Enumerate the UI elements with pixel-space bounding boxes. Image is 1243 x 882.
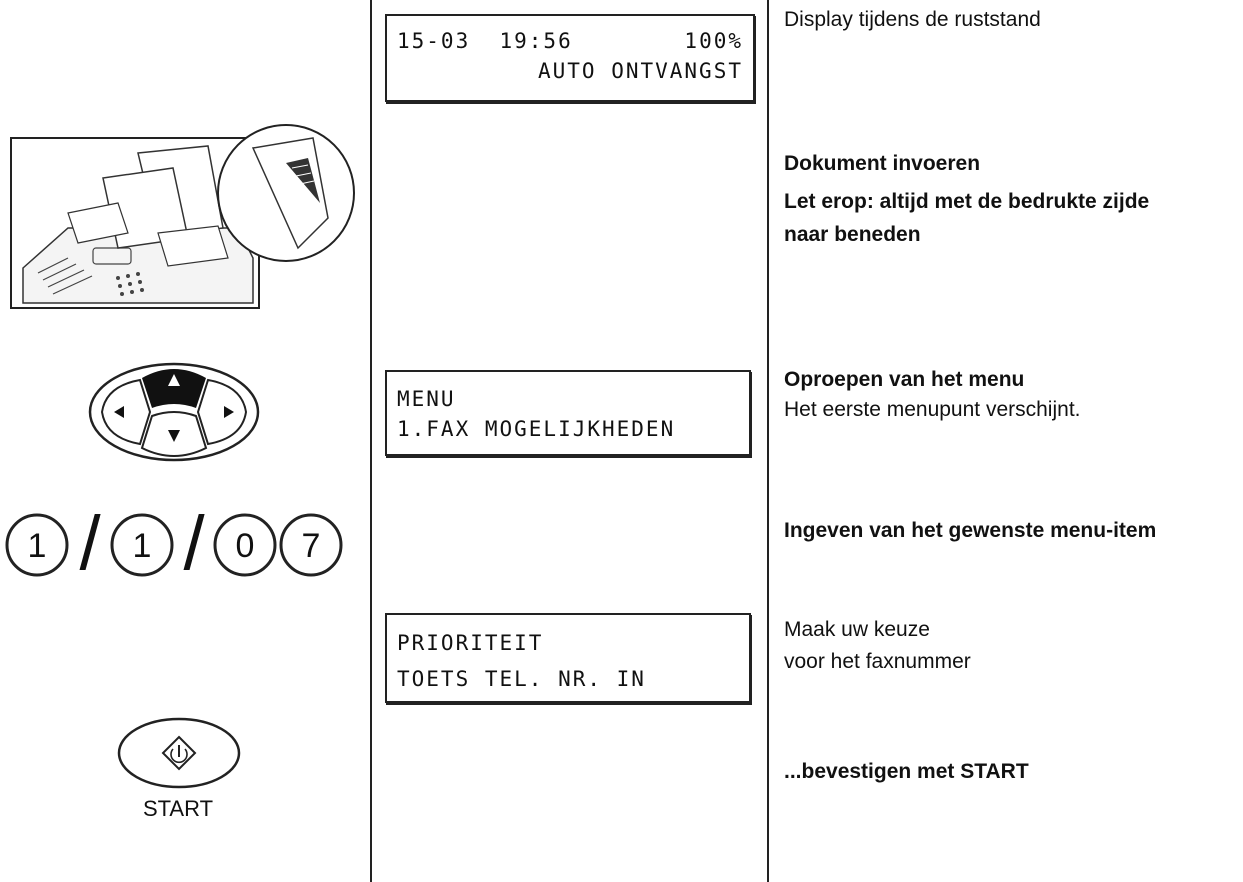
number-key-sequence <box>2 503 352 583</box>
lcd-menu-item: 1.FAX MOGELIJKHEDEN <box>397 417 676 441</box>
number-key-0[interactable] <box>215 515 275 575</box>
instruction-choice-2: voor het faxnummer <box>784 650 971 673</box>
lcd-percentage: 100% <box>684 29 743 53</box>
instruction-insert-note-2: naar beneden <box>784 223 921 246</box>
lcd-date-time: 15-03 19:56 <box>397 29 573 53</box>
number-key-1b[interactable] <box>112 515 172 575</box>
number-key-1[interactable] <box>7 515 67 575</box>
column-divider-right <box>767 0 769 882</box>
lcd-priority-title: PRIORITEIT <box>397 631 544 655</box>
instruction-enter-item: Ingeven van het gewenste menu-item <box>784 519 1157 542</box>
column-divider-left <box>370 0 372 882</box>
separator-slash-1: / <box>79 503 101 583</box>
instruction-menu-note: Het eerste menupunt verschijnt. <box>784 398 1081 421</box>
instruction-menu-title: Oproepen van het menu <box>784 368 1025 391</box>
instruction-confirm: ...bevestigen met START <box>784 760 1029 783</box>
lcd-menu-title: MENU <box>397 387 456 411</box>
instruction-idle: Display tijdens de ruststand <box>784 8 1041 31</box>
lcd-display-idle <box>385 14 755 102</box>
separator-slash-2: / <box>183 503 205 583</box>
lcd-display-priority <box>385 613 751 703</box>
navigation-arrows-icon[interactable] <box>84 356 264 468</box>
lcd-priority-prompt: TOETS TEL. NR. IN <box>397 667 646 691</box>
lcd-mode: AUTO ONTVANGST <box>537 59 743 83</box>
instruction-choice-1: Maak uw keuze <box>784 618 930 641</box>
start-button[interactable] <box>115 715 245 795</box>
fax-machine-illustration <box>8 108 358 313</box>
number-key-7-label: 7 <box>301 527 321 565</box>
number-key-7[interactable] <box>281 515 341 575</box>
instruction-insert-note-1: Let erop: altijd met de bedrukte zijde <box>784 190 1150 213</box>
start-button-label: START <box>142 796 214 821</box>
number-key-1-label: 1 <box>27 527 47 565</box>
number-key-0-label: 0 <box>235 527 255 565</box>
instruction-insert-title: Dokument invoeren <box>784 152 981 175</box>
number-key-1b-label: 1 <box>132 527 152 565</box>
lcd-display-menu <box>385 370 751 456</box>
